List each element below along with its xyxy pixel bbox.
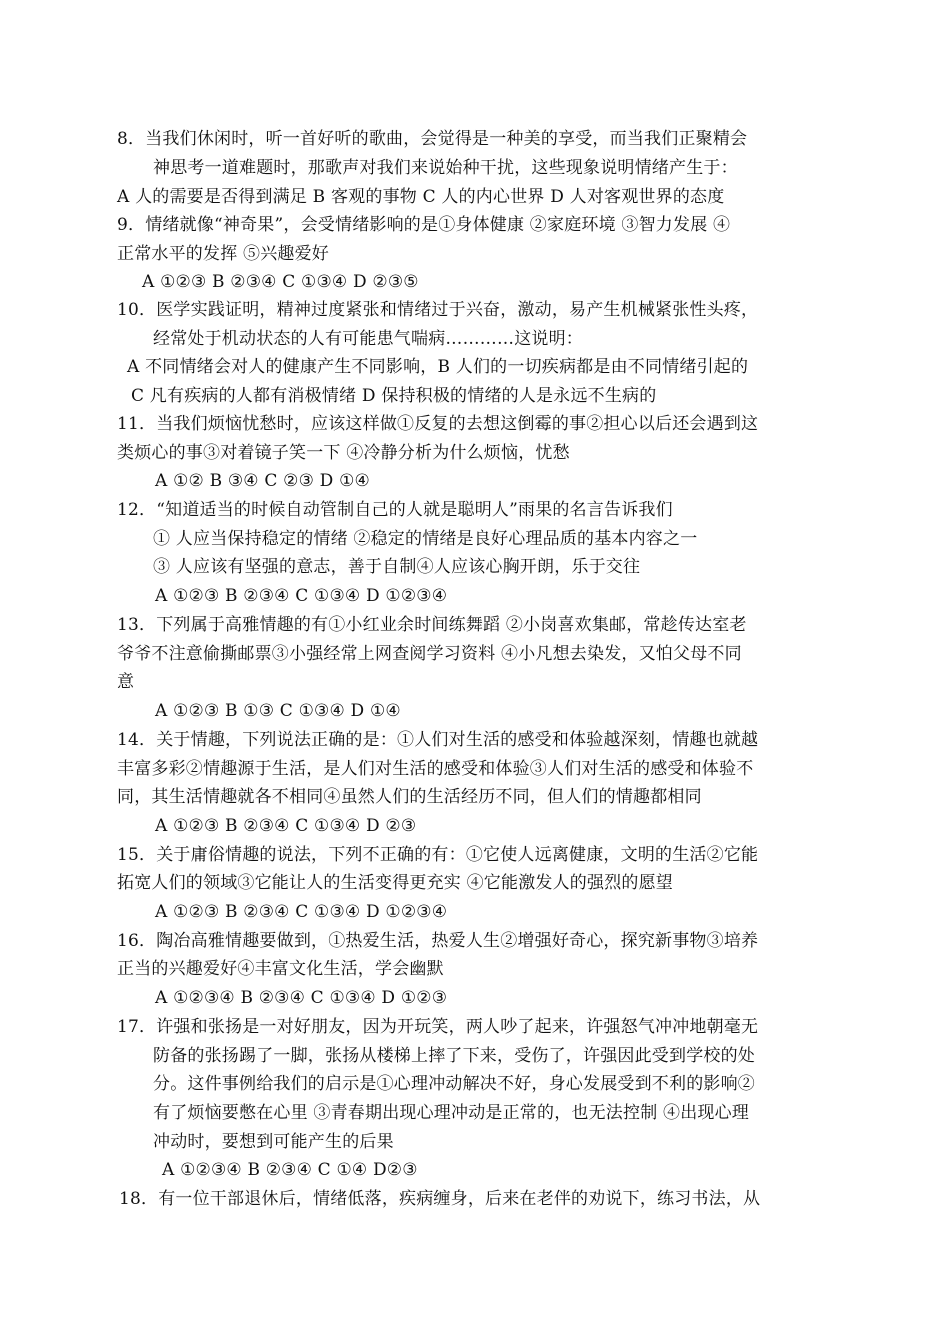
question-10-options-ab: A 不同情绪会对人的健康产生不同影响，B 人们的一切疾病都是由不同情绪引起的 [127,357,749,377]
question-8-stem: 8．当我们休闲时，听一首好听的歌曲，会觉得是一种美的享受，而当我们正聚精会 [117,129,748,149]
question-8-stem-cont: 神思考一道难题时，那歌声对我们来说始种干扰，这些现象说明情绪产生于： [153,158,738,178]
question-18-stem: 18．有一位干部退休后，情绪低落，疾病缠身，后来在老伴的劝说下，练习书法，从 [119,1189,761,1209]
question-16-stem: 16．陶冶高雅情趣要做到，①热爱生活，热爱人生②增强好奇心，探究新事物③培养 [117,931,759,951]
question-11-stem-cont: 类烦心的事③对着镜子笑一下 ④冷静分析为什么烦恼，忧愁 [117,443,570,463]
question-9-stem: 9．情绪就像“神奇果”，会受情绪影响的是①身体健康 ②家庭环境 ③智力发展 ④ [117,215,731,235]
question-10-stem: 10．医学实践证明，精神过度紧张和情绪过于兴奋，激动，易产生机械紧张性头疼， [117,300,759,320]
question-11-stem: 11．当我们烦恼忧愁时，应该这样做①反复的去想这倒霉的事②担心以后还会遇到这 [117,414,759,434]
question-13-options: A ①②③ B ①③ C ①③④ D ①④ [155,701,401,721]
question-17-stem-cont-3: 有了烦恼要憋在心里 ③青春期出现心理冲动是正常的，也无法控制 ④出现心理 [153,1103,750,1123]
question-16-options: A ①②③④ B ②③④ C ①③④ D ①②③ [155,988,448,1008]
question-13-stem-end: 意 [117,672,135,692]
question-12-statement-3-4: ③ 人应该有坚强的意志，善于自制④人应该心胸开朗，乐于交往 [153,557,641,577]
question-12-stem: 12．“知道适当的时候自动管制自己的人就是聪明人”雨果的名言告诉我们 [117,500,673,520]
question-14-stem-end: 同，其生活情趣就各不相同④虽然人们的生活经历不同，但人们的情趣都相同 [117,787,702,807]
question-10-stem-cont: 经常处于机动状态的人有可能患气喘病…………这说明： [153,329,583,349]
question-13-stem-cont: 爷爷不注意偷撕邮票③小强经常上网查阅学习资料 ④小凡想去染发，又怕父母不同 [117,644,742,664]
question-11-options: A ①② B ③④ C ②③ D ①④ [155,471,370,491]
question-14-options: A ①②③ B ②③④ C ①③④ D ②③ [155,816,417,836]
question-17-options: A ①②③④ B ②③④ C ①④ D②③ [162,1160,418,1180]
question-15-options: A ①②③ B ②③④ C ①③④ D ①②③④ [155,902,448,922]
question-17-stem-cont-1: 防备的张扬踢了一脚，张扬从楼梯上摔了下来，受伤了，许强因此受到学校的处 [153,1046,755,1066]
question-17-stem-cont-2: 分。这件事例给我们的启示是①心理冲动解决不好，身心发展受到不利的影响② [153,1074,755,1094]
question-15-stem: 15．关于庸俗情趣的说法，下列不正确的有：①它使人远离健康，文明的生活②它能 [117,845,759,865]
question-13-stem: 13．下列属于高雅情趣的有①小红业余时间练舞蹈 ②小岗喜欢集邮，常趁传达室老 [117,615,747,635]
question-15-stem-cont: 拓宽人们的领域③它能让人的生活变得更充实 ④它能激发人的强烈的愿望 [117,873,674,893]
question-12-options: A ①②③ B ②③④ C ①③④ D ①②③④ [155,586,448,606]
question-14-stem: 14．关于情趣，下列说法正确的是：①人们对生活的感受和体验越深刻，情趣也就越 [117,730,759,750]
question-12-statement-1-2: ① 人应当保持稳定的情绪 ②稳定的情绪是良好心理品质的基本内容之一 [153,529,698,549]
question-8-options: A 人的需要是否得到满足 B 客观的事物 C 人的内心世界 D 人对客观世界的态度 [117,187,725,207]
question-10-options-cd: C 凡有疾病的人都有消极情绪 D 保持积极的情绪的人是永远不生病的 [131,386,657,406]
question-9-stem-cont: 正常水平的发挥 ⑤兴趣爱好 [117,244,330,264]
question-16-stem-cont: 正当的兴趣爱好④丰富文化生活，学会幽默 [117,959,444,979]
question-17-stem-cont-4: 冲动时，要想到可能产生的后果 [153,1132,394,1152]
question-14-stem-cont: 丰富多彩②情趣源于生活，是人们对生活的感受和体验③人们对生活的感受和体验不 [117,759,754,779]
question-9-options: A ①②③ B ②③④ C ①③④ D ②③⑤ [142,272,419,292]
question-17-stem: 17．许强和张扬是一对好朋友，因为开玩笑，两人吵了起来，许强怒气冲冲地朝毫无 [117,1017,759,1037]
